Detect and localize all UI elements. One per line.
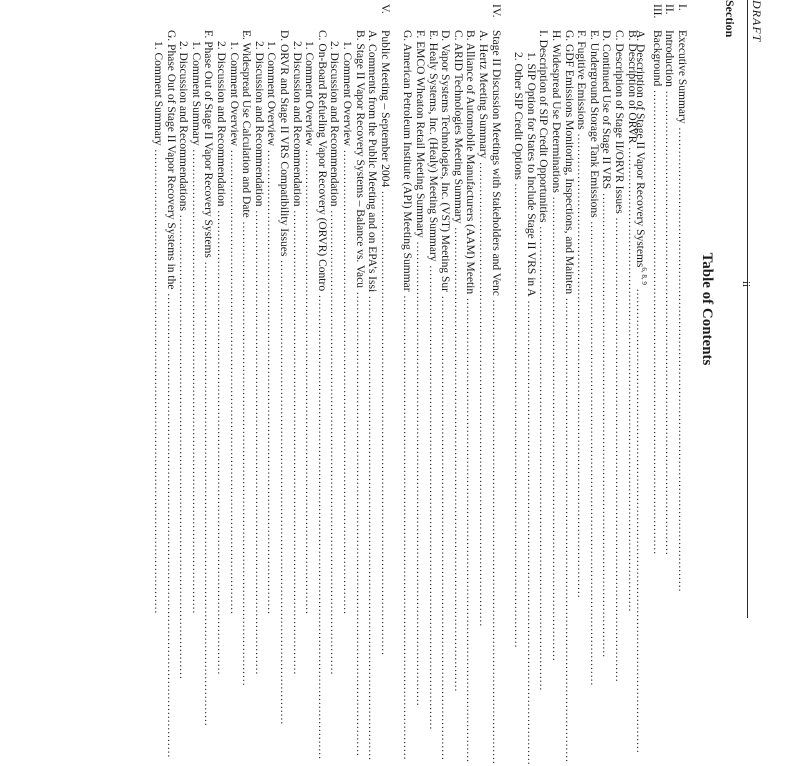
toc-entry-text: 2. Discussion and Recommendation ........................................................................................................................ (328, 41, 341, 676)
toc-entry-text: 2. Discussion and Recommendations ........................................................................................................................ (177, 41, 190, 680)
toc-entry-text: 1. Comment Overview ........................................................................................................................ (227, 41, 240, 615)
toc-leader-dots: ........................................................................................................................ (265, 146, 278, 615)
toc-entry-text: C. On-Board Refueling Vapor Recovery (ORVR) Contro ........................................................................................................................ (315, 30, 328, 760)
toc-entry-text: Introduction ........................................................................................................................ (663, 30, 676, 556)
toc-entry-number: I. (676, 4, 688, 11)
toc-entry[interactable] (662, 0, 675, 618)
toc-entry-text: F. EMCO Wheaton Retail Meeting Summary ........................................................................................................................ (414, 30, 426, 707)
toc-entry-text: D. ORVR and Stage II VRS Compatibility Issues ........................................................................................................................ (278, 30, 290, 726)
toc-leader-dots: ........................................................................................................................ (341, 146, 353, 615)
toc-leader-dots: ........................................................................................................................ (278, 256, 290, 726)
toc-entry-text: G. GDF Emissions Monitoring, Inspections, and Mainten ........................................................................................................................ (562, 30, 575, 764)
toc-entry[interactable] (239, 0, 253, 687)
toc-entry[interactable] (574, 0, 587, 618)
toc-leader-dots: ........................................................................................................................ (240, 217, 253, 687)
toc-entry[interactable] (302, 0, 315, 618)
toc-leader-dots: ........................................................................................................................ (290, 206, 303, 676)
toc-leader-dots: ........................................................................................................................ (189, 145, 202, 615)
section-heading: Section (723, 0, 737, 38)
toc-leader-dots: ........................................................................................................................ (252, 206, 265, 676)
toc-entry[interactable] (264, 0, 277, 618)
toc-entry[interactable] (164, 0, 177, 759)
toc-entry[interactable] (277, 0, 290, 726)
toc-entry-text: Stage II Discussion Meetings with Stakeholders and Venc ........................................................................................................................ (489, 30, 502, 765)
toc-leader-dots: ........................................................................................................................ (414, 237, 426, 707)
toc-entry-text: A. Comments from the Public Meeting and on EPA’s Issi ........................................................................................................................ (366, 30, 379, 762)
toc-entry-number: V. (378, 4, 391, 14)
toc-entry[interactable] (536, 0, 550, 692)
toc-entry-text: B. Alliance of Automobile Manufacturers (AAM) Meetin ........................................................................................................................ (464, 30, 477, 763)
toc-entry[interactable] (650, 0, 663, 618)
toc-entry-text: D. Vapor Systems Technologies, Inc. (VST) Meeting Sur ........................................................................................................................ (439, 30, 452, 761)
toc-leader-dots: ........................................................................................................................ (303, 146, 316, 615)
toc-entry-text: D. Continued Use of Stage II VRS ........................................................................................................................ (600, 30, 613, 659)
toc-entry[interactable] (451, 0, 464, 693)
toc-leader-dots: ........................................................................................................................ (315, 291, 328, 760)
toc-entry[interactable] (400, 0, 414, 761)
toc-entry-text: B. Stage II Vapor Recovery Systems – Balance vs. Vacu ........................................................................................................................ (353, 30, 366, 757)
toc-entry-text: H. Widespread Use Determinations ........................................................................................................................ (550, 30, 562, 662)
toc-entry[interactable] (438, 0, 452, 761)
toc-entry-text: 1. Comment Overview ........................................................................................................................ (303, 41, 316, 615)
toc-entry[interactable] (227, 0, 240, 618)
toc-entry[interactable] (612, 0, 625, 683)
toc-entry-text: A. Description of Stage II Vapor Recovery Systems$^{6, 8, 9}$ ........................................................................................................................ (634, 30, 649, 754)
toc-leader-dots: ........................................................................................................................ (464, 294, 477, 763)
toc-entry[interactable] (327, 0, 341, 676)
toc-leader-dots: ........................................................................................................................ (676, 123, 688, 593)
toc-entry-text: 2. Discussion and Recommendation ........................................................................................................................ (290, 41, 303, 676)
toc-entry[interactable] (252, 0, 265, 676)
toc-leader-dots: ........................................................................................................................ (550, 192, 562, 662)
toc-leader-dots: ........................................................................................................................ (451, 223, 464, 693)
toc-entry[interactable] (675, 0, 688, 618)
toc-leader-dots: ........................................................................................................................ (401, 291, 414, 761)
toc-entry-text: 2. Other SIP Credit Options ........................................................................................................................ (512, 52, 525, 649)
toc-entry[interactable] (511, 0, 525, 649)
toc-entry-text: A. Hertz Meeting Summary ........................................................................................................................ (477, 30, 489, 628)
toc-entry[interactable] (489, 0, 502, 765)
toc-leader-dots: ........................................................................................................................ (202, 257, 215, 727)
toc-leader-dots: ........................................................................................................................ (177, 210, 190, 680)
toc-entry[interactable] (151, 0, 164, 618)
toc-leader-dots: ........................................................................................................................ (439, 291, 452, 761)
toc-leader-dots: ........................................................................................................................ (613, 213, 625, 683)
toc-entry-text: E. Healy Systems, Inc. (Healy) Meeting Summary ........................................................................................................................ (426, 30, 439, 731)
toc-entry-superscript: 6, 8, 9 (640, 267, 649, 285)
toc-entry[interactable] (562, 0, 575, 764)
toc-entry[interactable] (315, 0, 328, 760)
toc-leader-dots: ........................................................................................................................ (650, 86, 663, 556)
toc-entry[interactable] (463, 0, 477, 763)
toc-entry-text: 2. Discussion and Recommendation ........................................................................................................................ (252, 41, 265, 676)
toc-leader-dots: ........................................................................................................................ (477, 158, 489, 628)
toc-entry[interactable] (365, 0, 379, 762)
toc-entry-text: 1. SIP Option for States to Include Stage II VRS in A ........................................................................................................................ (524, 52, 537, 766)
toc-leader-dots: ........................................................................................................................ (489, 295, 502, 765)
toc-entry[interactable] (340, 0, 353, 618)
toc-leader-dots: ........................................................................................................................ (562, 294, 575, 764)
toc-leader-dots: ........................................................................................................................ (587, 217, 600, 687)
toc-entry[interactable] (378, 0, 391, 657)
toc-entry[interactable] (426, 0, 439, 731)
toc-entry-number: III. (650, 4, 663, 19)
toc-entry-text: 1. Comment Summary ........................................................................................................................ (189, 41, 202, 615)
toc-leader-dots: ........................................................................................................................ (634, 284, 647, 754)
toc-entry-text: 1. Comment Summary ........................................................................................................................ (152, 41, 164, 615)
toc-entry-text: 1. Comment Overview ........................................................................................................................ (265, 41, 278, 615)
toc-entry-text: 1. Comment Overview ........................................................................................................................ (341, 41, 353, 615)
toc-leader-dots: ........................................................................................................................ (152, 145, 164, 615)
toc-entry[interactable] (413, 0, 426, 707)
toc-entry-text: Executive Summary ........................................................................................................................ (676, 30, 688, 593)
toc-entry[interactable] (189, 0, 202, 618)
toc-entry[interactable] (290, 0, 303, 676)
toc-entry-text: E. Widespread Use Calculation and Date ........................................................................................................................ (240, 30, 253, 687)
toc-entry-text: G. Phase Out of Stage II Vapor Recovery Systems in the ........................................................................................................................ (164, 30, 177, 759)
toc-entry[interactable] (524, 0, 537, 766)
toc-leader-dots: ........................................................................................................................ (663, 86, 676, 556)
toc-leader-dots: ........................................................................................................................ (164, 289, 177, 759)
toc-entry[interactable] (476, 0, 489, 628)
toc-leader-dots: ........................................................................................................................ (524, 296, 537, 766)
toc-title: Table of Contents (699, 252, 715, 366)
toc-entry[interactable] (549, 0, 562, 662)
toc-entry[interactable] (176, 0, 190, 680)
toc-entry-text: I. Description of SIP Credit Opportunities ........................................................................................................................ (537, 30, 550, 692)
toc-leader-dots: ........................................................................................................................ (575, 129, 588, 599)
toc-entry[interactable] (634, 0, 650, 754)
toc-entry[interactable] (587, 0, 600, 687)
toc-entry-text: C. ARID Technologies Meeting Summary ........................................................................................................................ (451, 30, 464, 693)
toc-entry-text: F. Phase Out of Stage II Vapor Recovery Systems ........................................................................................................................ (202, 30, 215, 727)
toc-entry[interactable] (201, 0, 215, 727)
toc-entry-text: E. Underground Storage Tank Emissions ........................................................................................................................ (587, 30, 600, 687)
toc-leader-dots: ........................................................................................................................ (537, 222, 550, 692)
toc-entry[interactable] (625, 0, 638, 618)
toc-entry-text: F. Fugitive Emissions ........................................................................................................................ (575, 30, 588, 599)
toc-leader-dots: ........................................................................................................................ (215, 206, 227, 676)
header-rule (747, 0, 748, 618)
draft-header: DRAFT (750, 0, 764, 43)
toc-entry[interactable] (599, 0, 613, 659)
page-number: ii (740, 280, 752, 288)
toc-leader-dots: ........................................................................................................................ (378, 187, 391, 657)
toc-leader-dots: ........................................................................................................................ (366, 292, 379, 762)
toc-leader-dots: ........................................................................................................................ (600, 189, 613, 659)
toc-entry-number: IV. (489, 4, 502, 18)
toc-entry-text: C. Description of Stage II/ORVR Issues ........................................................................................................................ (613, 30, 625, 683)
toc-entry-text: 2. Discussion and Recommendation ........................................................................................................................ (215, 41, 227, 676)
toc-leader-dots: ........................................................................................................................ (328, 206, 341, 676)
toc-entry-text: Background ........................................................................................................................ (650, 30, 663, 556)
toc-entry[interactable] (214, 0, 227, 676)
toc-leader-dots: ........................................................................................................................ (353, 287, 366, 757)
toc-entry-text: Public Meeting – September 2004 ........................................................................................................................ (378, 30, 391, 657)
toc-entry-text: G. American Petroleum Institute (API) Meeting Summar ........................................................................................................................ (401, 30, 414, 761)
toc-entry-number: II. (663, 4, 676, 15)
toc-leader-dots: ........................................................................................................................ (227, 146, 240, 615)
toc-leader-dots: ........................................................................................................................ (426, 261, 439, 731)
toc-entry[interactable] (353, 0, 366, 757)
toc-leader-dots: ........................................................................................................................ (625, 143, 638, 613)
toc-entry-text: B. Description of ORVR ........................................................................................................................ (625, 30, 638, 613)
toc-leader-dots: ........................................................................................................................ (512, 179, 525, 649)
